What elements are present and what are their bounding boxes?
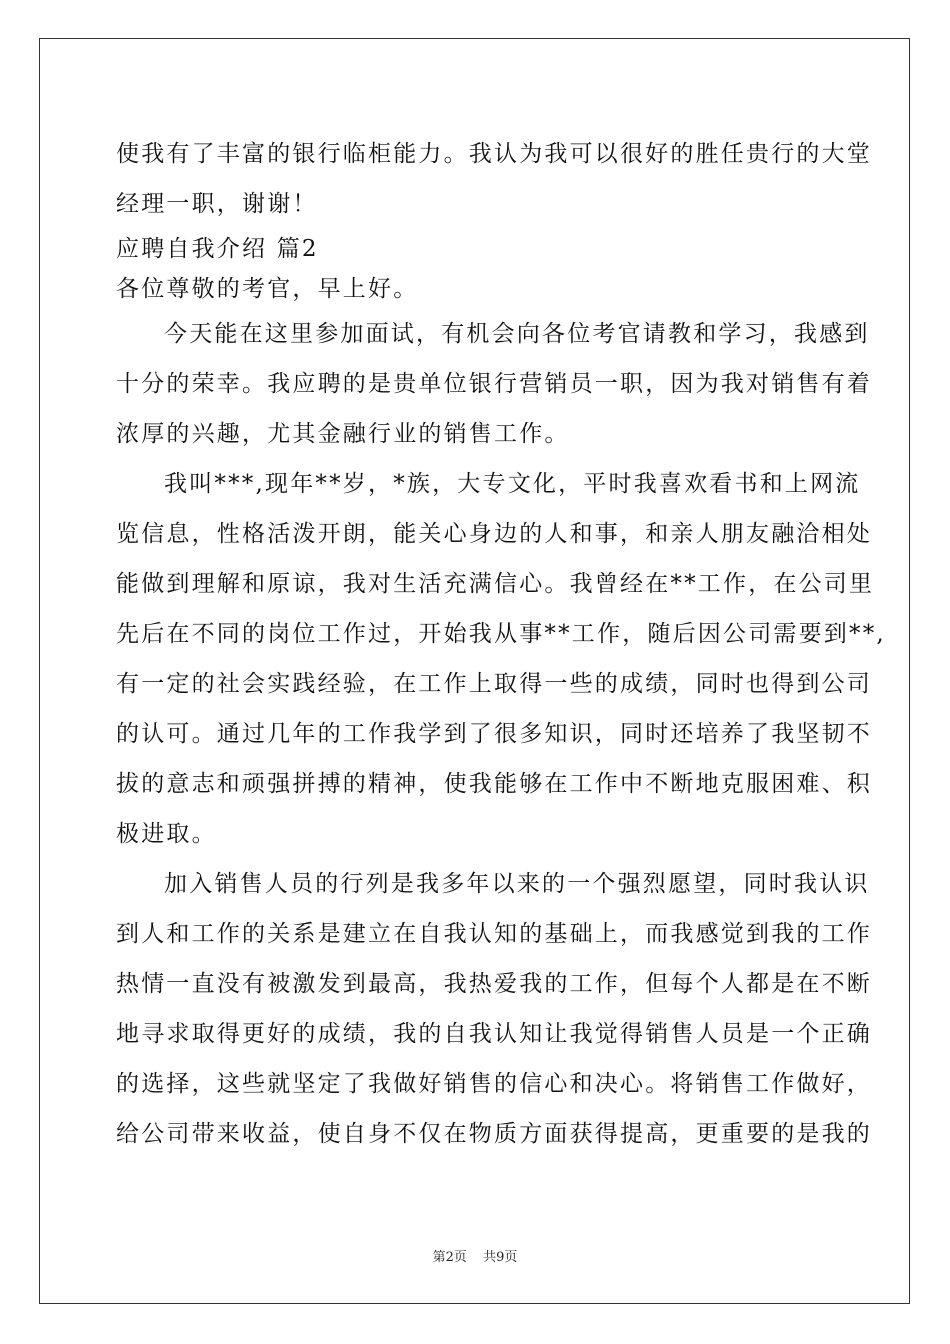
current-page-number: 第2页 [432, 1250, 467, 1265]
text-line: 先后在不同的岗位工作过，开始我从事**工作，随后因公司需要到**, [116, 621, 886, 647]
text-line: 十分的荣幸。我应聘的是贵单位银行营销员一职，因为我对销售有着 [116, 371, 872, 397]
paragraph-start: 今天能在这里参加面试，有机会向各位考官请教和学习，我感到 [164, 321, 870, 347]
text-line: 给公司带来收益，使自身不仅在物质方面获得提高，更重要的是我的 [116, 1121, 872, 1147]
paragraph-start: 我叫***,现年**岁，*族，大专文化，平时我喜欢看书和上网流 [164, 471, 861, 497]
text-line: 浓厚的兴趣，尤其金融行业的销售工作。 [116, 421, 570, 447]
text-line: 有一定的社会实践经验，在工作上取得一些的成绩，同时也得到公司 [116, 671, 872, 697]
text-line: 的选择，这些就坚定了我做好销售的信心和决心。将销售工作做好， [116, 1071, 872, 1097]
text-line: 地寻求取得更好的成绩，我的自我认知让我觉得销售人员是一个正确 [116, 1021, 872, 1047]
page-footer [0, 1246, 950, 1265]
section-heading: 应聘自我介绍 篇2 [116, 236, 319, 262]
total-pages: 共9页 [483, 1250, 518, 1265]
text-line: 览信息，性格活泼开朗，能关心身边的人和事，和亲人朋友融洽相处 [116, 521, 872, 547]
text-line: 的认可。通过几年的工作我学到了很多知识，同时还培养了我坚韧不 [116, 721, 872, 747]
document-body [116, 129, 886, 1159]
text-line: 能做到理解和原谅，我对生活充满信心。我曾经在**工作，在公司里 [116, 571, 875, 597]
text-line: 极进取。 [116, 821, 217, 847]
text-line: 使我有了丰富的银行临柜能力。我认为我可以很好的胜任贵行的大堂 [116, 141, 872, 167]
text-line: 到人和工作的关系是建立在自我认知的基础上，而我感觉到我的工作 [116, 921, 872, 947]
text-line: 经理一职，谢谢！ [116, 191, 318, 217]
paragraph-start: 加入销售人员的行列是我多年以来的一个强烈愿望，同时我认识 [164, 871, 870, 897]
greeting-line: 各位尊敬的考官，早上好。 [116, 276, 419, 302]
text-line: 拔的意志和顽强拼搏的精神，使我能够在工作中不断地克服困难、积 [116, 771, 872, 797]
text-line: 热情一直没有被激发到最高，我热爱我的工作，但每个人都是在不断 [116, 971, 872, 997]
